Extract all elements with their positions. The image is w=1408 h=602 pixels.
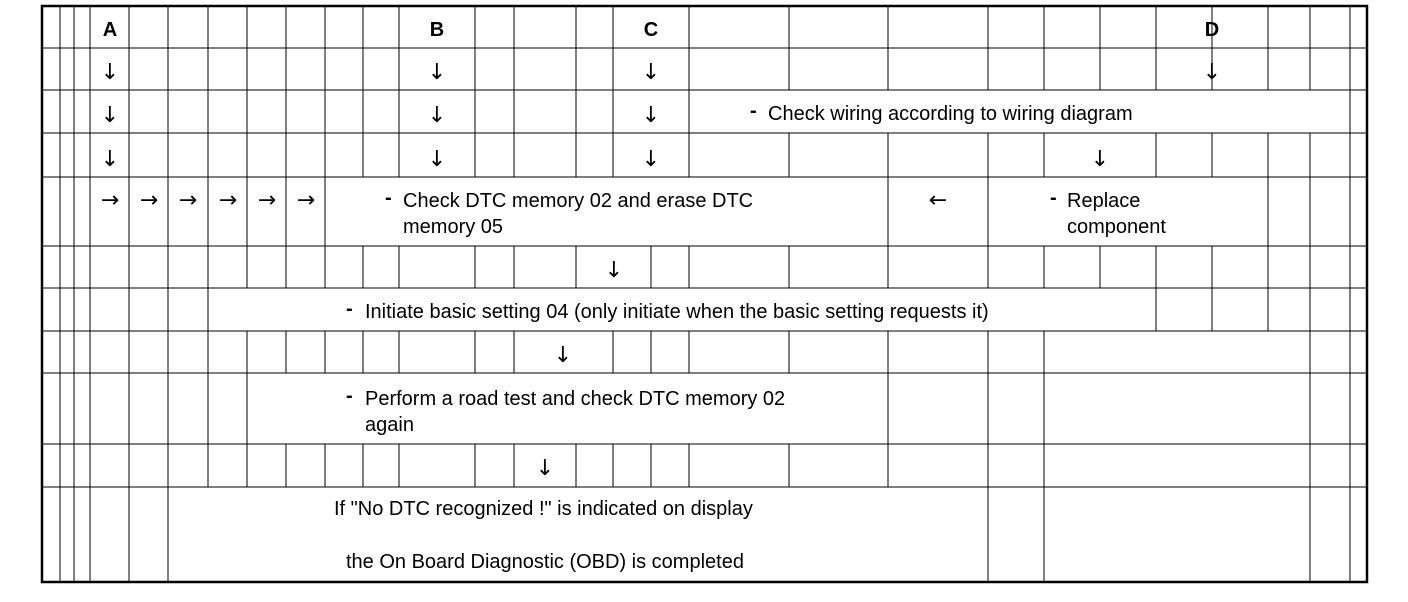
arrow-down-icon: ↓ (535, 456, 555, 481)
column-headers (103, 19, 1219, 41)
header-a: A (102, 19, 118, 41)
step-check-dtc-line2: memory 05 (403, 216, 504, 238)
step-replace-line1: Replace (1067, 190, 1141, 212)
arrow-down-icon: ↓ (1202, 60, 1222, 85)
step-road-test-line2: again (365, 414, 414, 436)
arrow-right-icon: → (296, 188, 316, 213)
bullet-dash: - (1050, 187, 1057, 209)
step-texts (334, 100, 1166, 573)
arrow-down-icon: ↓ (100, 147, 120, 172)
header-c: C (643, 19, 659, 41)
conclusion-line1: If "No DTC recognized !" is indicated on display (334, 498, 753, 520)
arrow-down-icon: ↓ (604, 258, 624, 283)
arrow-right-icon: → (218, 188, 238, 213)
step-road-test-line1: Perform a road test and check DTC memory 02 (365, 388, 786, 410)
arrow-down-icon: ↓ (641, 60, 661, 85)
outer-frame (42, 6, 1367, 582)
grid-lines (42, 6, 1367, 582)
arrow-right-icon: → (139, 188, 159, 213)
header-d: D (1204, 19, 1220, 41)
arrow-down-icon: ↓ (1090, 147, 1110, 172)
bullet-dash: - (385, 187, 392, 209)
arrow-down-icon: ↓ (641, 147, 661, 172)
grid-row-8 (60, 331, 1350, 373)
arrow-down-icon: ↓ (641, 103, 661, 128)
bullet-dash: - (346, 298, 353, 320)
grid-row-4 (60, 133, 1350, 177)
step-replace-line2: component (1067, 216, 1166, 238)
bullet-dash: - (346, 385, 353, 407)
step-check-dtc-line1: Check DTC memory 02 and erase DTC (403, 190, 754, 212)
arrow-right-icon: → (257, 188, 277, 213)
arrow-right-icon: → (178, 188, 198, 213)
arrow-down-icon: ↓ (100, 60, 120, 85)
arrow-down-icon: ↓ (427, 103, 447, 128)
grid-row-6 (60, 246, 1350, 288)
arrow-down-icon: ↓ (553, 343, 573, 368)
grid-row-10 (60, 444, 1350, 487)
arrow-down-icon: ↓ (427, 60, 447, 85)
arrow-down-icon: ↓ (100, 103, 120, 128)
arrow-right-icon: → (100, 188, 120, 213)
arrow-left-icon: ← (928, 188, 948, 213)
conclusion-line2: the On Board Diagnostic (OBD) is completed (346, 551, 744, 573)
arrow-down-icon: ↓ (427, 147, 447, 172)
bullet-dash: - (750, 100, 757, 122)
grid-row-3 (60, 90, 1350, 133)
step-basic-setting: Initiate basic setting 04 (only initiate when the basic setting requests it) (365, 301, 989, 323)
step-check-wiring: Check wiring according to wiring diagram (768, 103, 1133, 125)
header-b: B (429, 19, 445, 41)
